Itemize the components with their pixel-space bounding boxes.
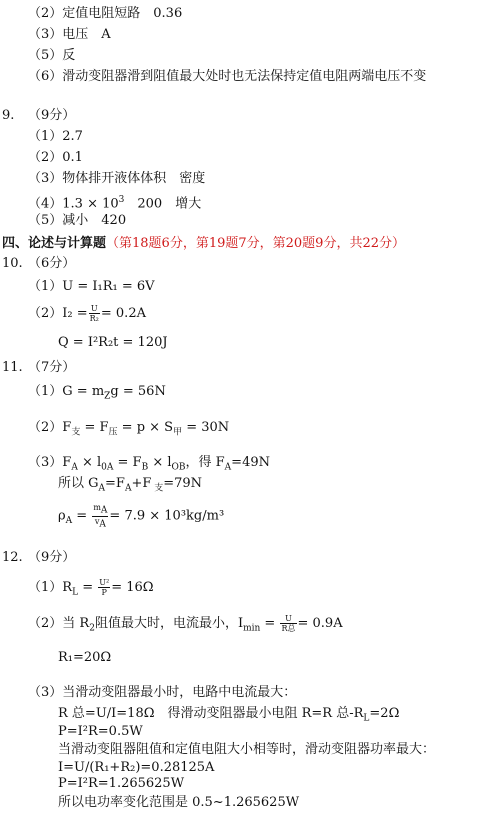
q8-answer-2: （2）定值电阻短路 0.36 xyxy=(28,6,183,21)
q12-answer-3-line2: P=I²R=0.5W xyxy=(58,724,143,739)
fraction: $\frac{\text{U²}}{P}$ xyxy=(99,578,110,597)
fraction: $\frac{U}{\text{R₂}}$ xyxy=(89,304,99,323)
q12-answer-3-line3: 当滑动变阻器阻值和定值电阻大小相等时，滑动变阻器功率最大： xyxy=(58,742,436,757)
fraction: $\frac{m_A}{v_A}$ xyxy=(93,503,108,530)
q9-answer-2: （2）0.1 xyxy=(28,150,83,165)
q10-score: （6分） xyxy=(28,256,76,271)
q11-answer-3: $(3)F_A \times l_{0A} = F_B \times l_{OB}$，得 $F_A=49N$ xyxy=(28,455,270,473)
q10-answer-2-heat: Q = I²R₂t = 120J xyxy=(58,335,168,350)
q10-answer-1: （1）U = I₁R₁ = 6V xyxy=(28,279,155,294)
q12-answer-2: （2）当 $R_2$阻值最大时，电流最小，$I_{min}$ = $\frac{U}{\text{R总}}$ = 0.9A xyxy=(28,614,343,634)
q11-answer-2: $(2)F_支 = F_压 = p \times S_甲 = 30N$ xyxy=(28,420,230,438)
q10-answer-2: （2）I₂ = $\frac{U}{\text{R₂}}$ = 0.2A xyxy=(28,304,146,323)
fraction: $\frac{U}{\text{R总}}$ xyxy=(281,614,296,633)
q12-score: （9分） xyxy=(28,550,76,565)
q10-number: 10. xyxy=(2,256,23,271)
q12-answer-3-line1: R 总=U/I=18Ω 得滑动变阻器最小电阻 R=R 总$-R_L=2\Omega$ xyxy=(58,706,400,724)
q12-answer-2-r1: R₁=20Ω xyxy=(58,650,112,665)
q11-answer-1: $(1)G = m_Zg = 56N$ xyxy=(28,384,166,402)
q9-answer-5: （5）减小 420 xyxy=(28,213,127,228)
q9-answer-3: （3）物体排开液体体积 密度 xyxy=(28,171,206,186)
q12-answer-3-line6: 所以电功率变化范围是 0.5~1.265625W xyxy=(58,795,300,810)
q12-answer-3-line4: I=U/(R₁+R₂)=0.28125A xyxy=(58,760,215,775)
q8-answer-3: （3）电压 A xyxy=(28,27,111,42)
q12-number: 12. xyxy=(2,550,23,565)
q12-answer-3-line5: P=I²R=1.265625W xyxy=(58,776,185,791)
q11-answer-3-line3: $\rho_A$ = $\frac{m_A}{v_A}$ = 7.9 × 10³kg/m³ xyxy=(58,503,225,530)
q9-answer-1: （1）2.7 xyxy=(28,129,83,144)
q9-number: 9. xyxy=(2,108,15,123)
q8-answer-5: （5）反 xyxy=(28,48,76,63)
q9-answer-4: $(4)1.3 \times 10^3$ 200 增大 xyxy=(28,195,202,212)
section-heading: 四、论述与计算题（第18题6分，第19题7分，第20题9分，共22分） xyxy=(2,236,405,251)
q11-number: 11. xyxy=(2,360,23,375)
q12-answer-1: $(1)R_L$ = $\frac{\text{U²}}{P}$ = 16Ω xyxy=(28,578,154,598)
q11-score: （7分） xyxy=(28,360,76,375)
q11-answer-3-line2: 所以 $G_A=F_A+F$ $_支$=79N xyxy=(58,476,203,494)
q12-answer-3: （3）当滑动变阻器最小时，电路中电流最大： xyxy=(28,685,297,700)
q9-score: （9分） xyxy=(28,108,76,123)
q8-answer-6: （6）滑动变阻器滑到阻值最大处时也无法保持定值电阻两端电压不变 xyxy=(28,69,427,84)
